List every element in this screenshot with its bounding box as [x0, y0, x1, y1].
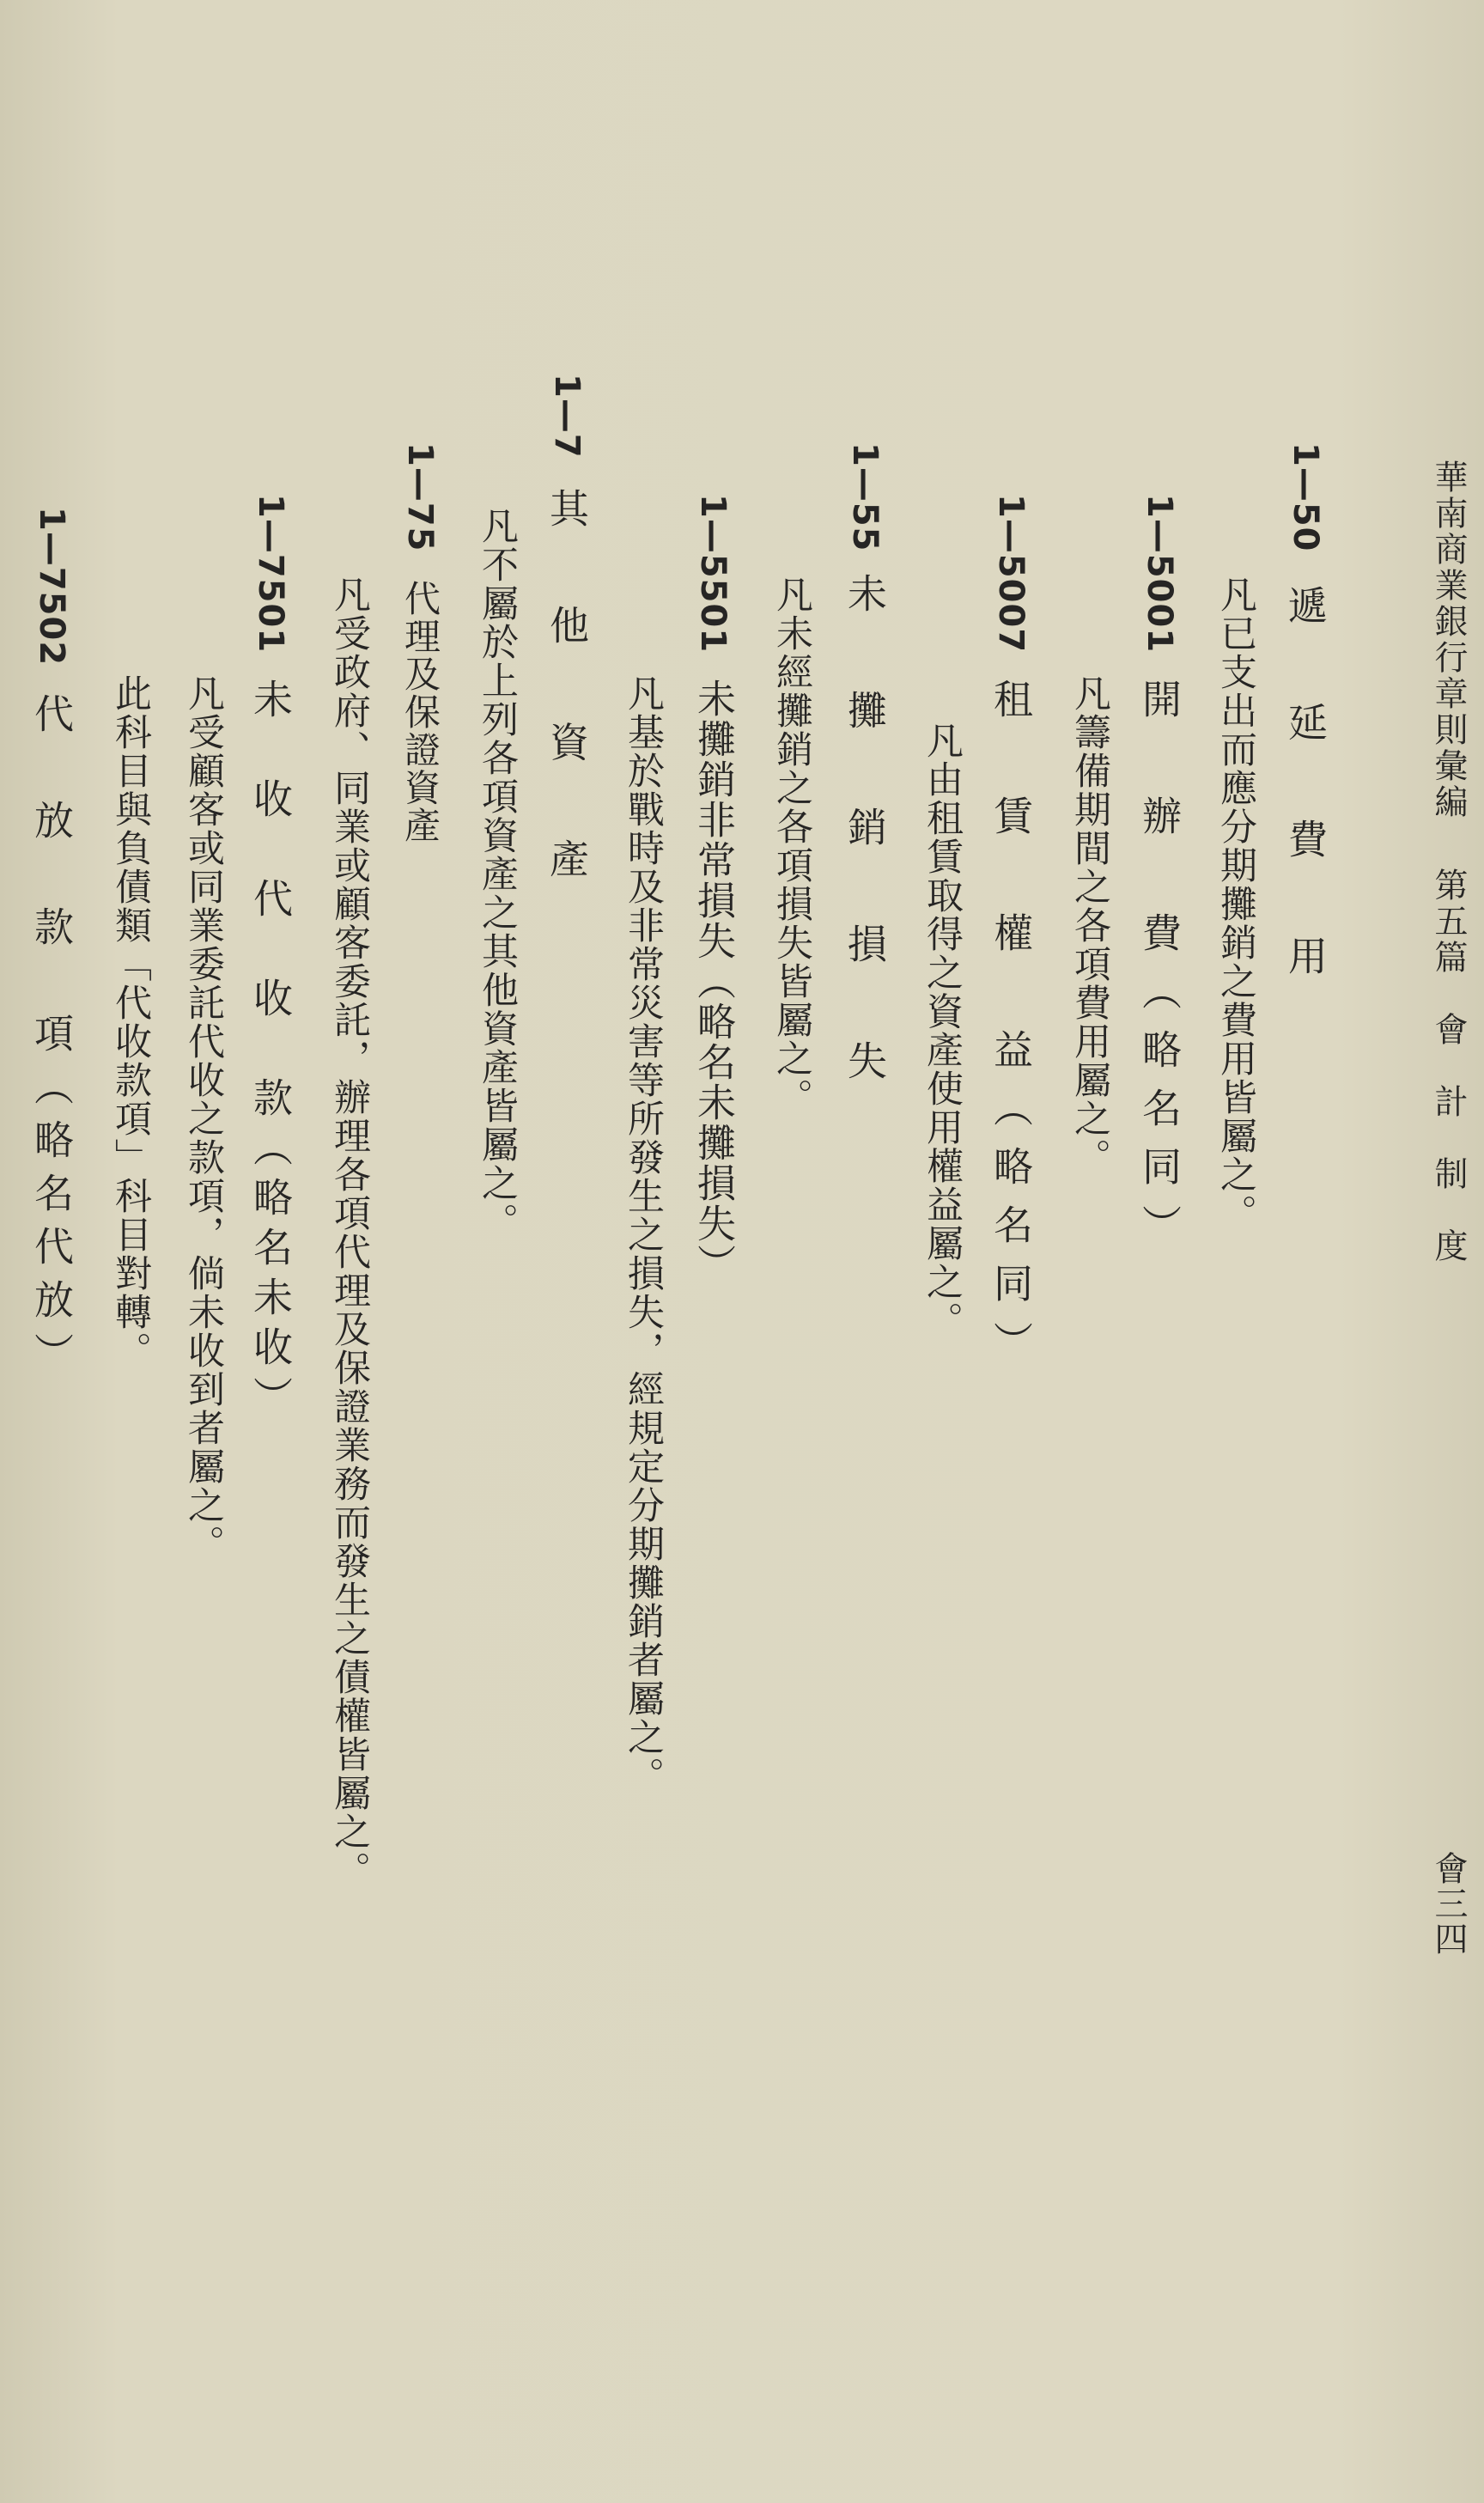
- account-title: 未 攤 銷 損 失: [842, 572, 888, 1099]
- account-entry: [1282, 442, 1329, 994]
- account-description: 凡受顧客或同業委託代收之款項，倘未收到者屬之。: [182, 674, 225, 1563]
- book-title: 華南商業銀行章則彙編: [1429, 460, 1468, 820]
- account-entry: [690, 494, 736, 1285]
- account-code: 1—7501: [251, 494, 290, 654]
- account-description: 凡已支出而應分期攤銷之費用皆屬之。: [1214, 576, 1257, 1233]
- section-title: 第五篇 會 計 制 度: [1429, 868, 1468, 1264]
- account-title: 代 放 款 項（略名代放）: [28, 693, 75, 1386]
- account-entry: [842, 442, 888, 1099]
- account-title: 其 他 資 產: [544, 487, 590, 897]
- account-entry: [399, 442, 441, 844]
- account-description: 凡受政府、同業或顧客委託，辦理各項代理及保證業務而發生之債權皆屬之。: [328, 576, 371, 1890]
- account-title: 代理及保證資產: [399, 579, 441, 844]
- account-code: 1—5007: [991, 494, 1031, 654]
- account-description: 凡由租賃取得之資產使用權益屬之。: [921, 722, 964, 1340]
- account-description: 凡不屬於上列各項資產之其他資產皆屬之。: [476, 507, 519, 1241]
- account-code: 1—7502: [32, 507, 71, 667]
- account-entry: [247, 494, 294, 1427]
- account-code: 1—5501: [693, 494, 733, 654]
- account-title: 未 收 代 收 款（略名未收）: [247, 679, 294, 1427]
- account-entry: [544, 374, 590, 897]
- account-code: 1—75: [400, 442, 440, 552]
- account-code: 1—5001: [1140, 494, 1179, 654]
- account-description: 凡未經攤銷之各項損失皆屬之。: [770, 576, 813, 1117]
- account-entry: [28, 507, 75, 1386]
- account-code: 1—50: [1286, 442, 1325, 552]
- account-title: 遞 延 費 用: [1282, 584, 1329, 994]
- account-title: 開 辦 費（略名同）: [1136, 679, 1183, 1264]
- account-note: 此科目與負債類「代收款項」科目對轉。: [109, 674, 152, 1370]
- account-entry: [1136, 494, 1183, 1264]
- account-entry: [988, 494, 1034, 1380]
- account-description: 凡籌備期間之各項費用屬之。: [1068, 674, 1111, 1177]
- account-description: 凡基於戰時及非常災害等所發生之損失，經規定分期攤銷者屬之。: [622, 674, 665, 1795]
- page-number: 會三四: [1429, 1851, 1468, 1957]
- account-code: 1—7: [547, 374, 587, 459]
- account-title: 租 賃 權 益（略名同）: [988, 679, 1034, 1380]
- account-code: 1—55: [845, 442, 885, 552]
- account-title: 未攤銷非常損失（略名未攤損失）: [690, 679, 736, 1285]
